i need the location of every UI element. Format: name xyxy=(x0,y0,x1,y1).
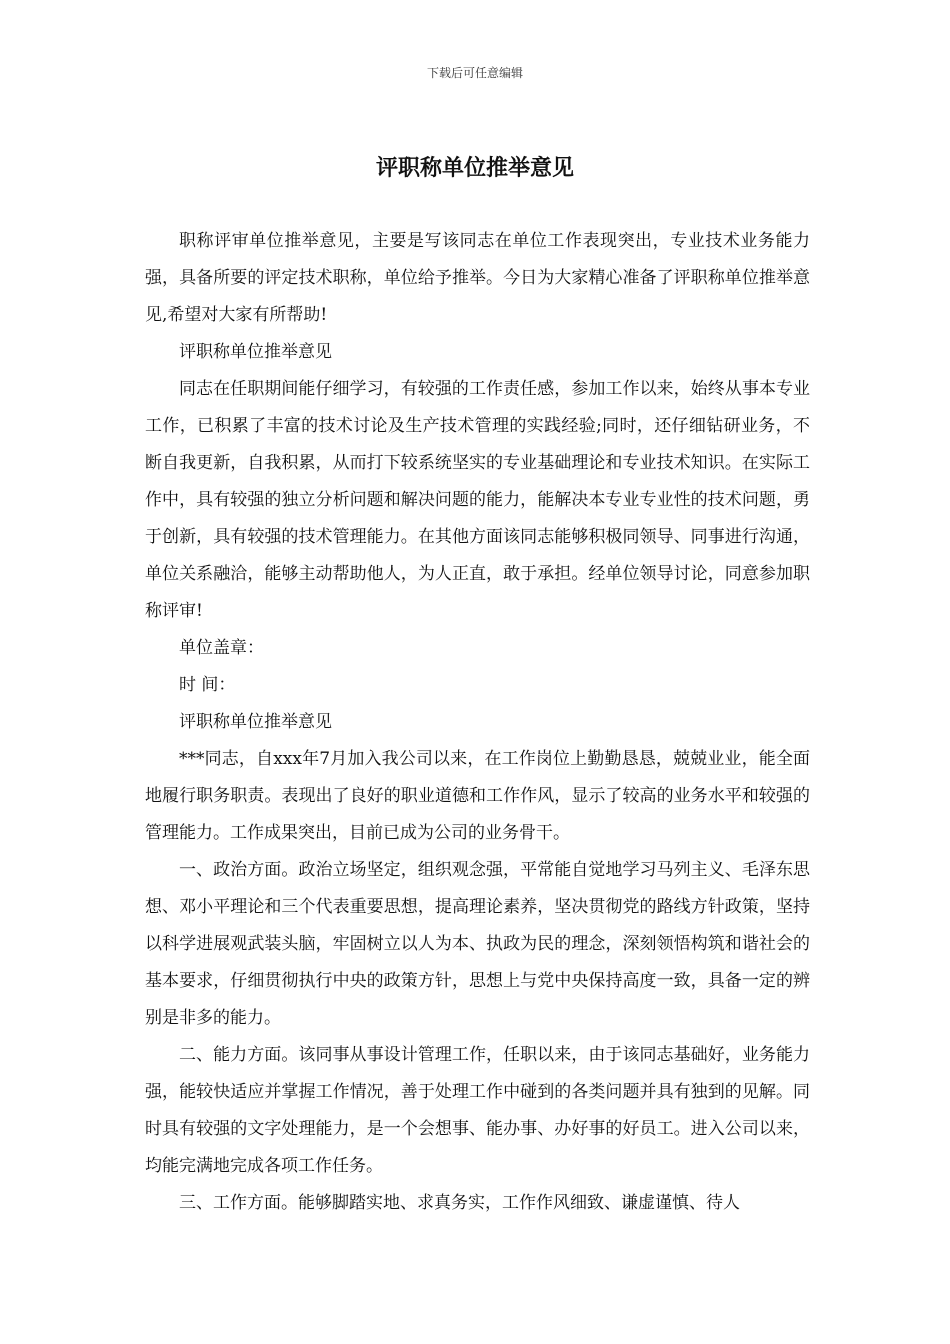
section-heading-1: 评职称单位推举意见 xyxy=(179,342,332,362)
recommendation-paragraph-1: 同志在任职期间能仔细学习，有较强的工作责任感，参加工作以来，始终从事本专业工作，已积累了丰富的技术讨论及生产技术管理的实践经验;同时，还仔细钻研业务，不断自我更新，自我积累，从而打下较系统坚实的专业基础理论和专业技术知识。在实际工作中，具有较强的独立分析问题和解决问题的能力，能解决本专业专业性的技术问题，勇于创新，具有较强的技术管理能力。在其他方面该同志能够积极同领导、同事进行沟通，单位关系融洽，能够主动帮助他人，为人正直，敢于承担。经单位领导讨论，同意参加职称评审! xyxy=(145,379,810,621)
header-note: 下载后可任意编辑 xyxy=(426,66,523,80)
intro-paragraph: 职称评审单位推举意见，主要是写该同志在单位工作表现突出，专业技术业务能力强，具备所要的评定技术职称，单位给予推举。今日为大家精心准备了评职称单位推举意见,希望对大家有所帮助! xyxy=(145,231,810,325)
date-line: 时 间： xyxy=(179,675,236,695)
ability-aspect-paragraph: 二、能力方面。该同事从事设计管理工作，任职以来，由于该同志基础好，业务能力强，能较快适应并掌握工作情况，善于处理工作中碰到的各类问题并具有独到的见解。同时具有较强的文字处理能力，是一个会想事、能办事、办好事的好员工。进入公司以来，均能完满地完成各项工作任务。 xyxy=(145,1045,810,1176)
seal-line: 单位盖章： xyxy=(179,638,264,658)
section-heading-2: 评职称单位推举意见 xyxy=(179,712,332,732)
document-title: 评职称单位推举意见 xyxy=(375,155,574,181)
document-body xyxy=(145,223,810,1222)
political-aspect-paragraph: 一、政治方面。政治立场坚定，组织观念强，平常能自觉地学习马列主义、毛泽东思想、邓小平理论和三个代表重要思想，提高理论素养，坚决贯彻党的路线方针政策，坚持以科学进展观武装头脑，牢固树立以人为本、执政为民的理念，深刻领悟构筑和谐社会的基本要求，仔细贯彻执行中央的政策方针，思想上与党中央保持高度一致，具备一定的辨别是非多的能力。 xyxy=(145,860,810,1028)
work-aspect-paragraph: 三、工作方面。能够脚踏实地、求真务实，工作作风细致、谦虚谨慎、待人 xyxy=(179,1193,740,1213)
recommendation-paragraph-2: ***同志，自xxx年7月加入我公司以来，在工作岗位上勤勤恳恳，兢兢业业，能全面地履行职务职责。表现出了良好的职业道德和工作作风，显示了较高的业务水平和较强的管理能力。工作成果突出，目前已成为公司的业务骨干。 xyxy=(145,749,810,843)
